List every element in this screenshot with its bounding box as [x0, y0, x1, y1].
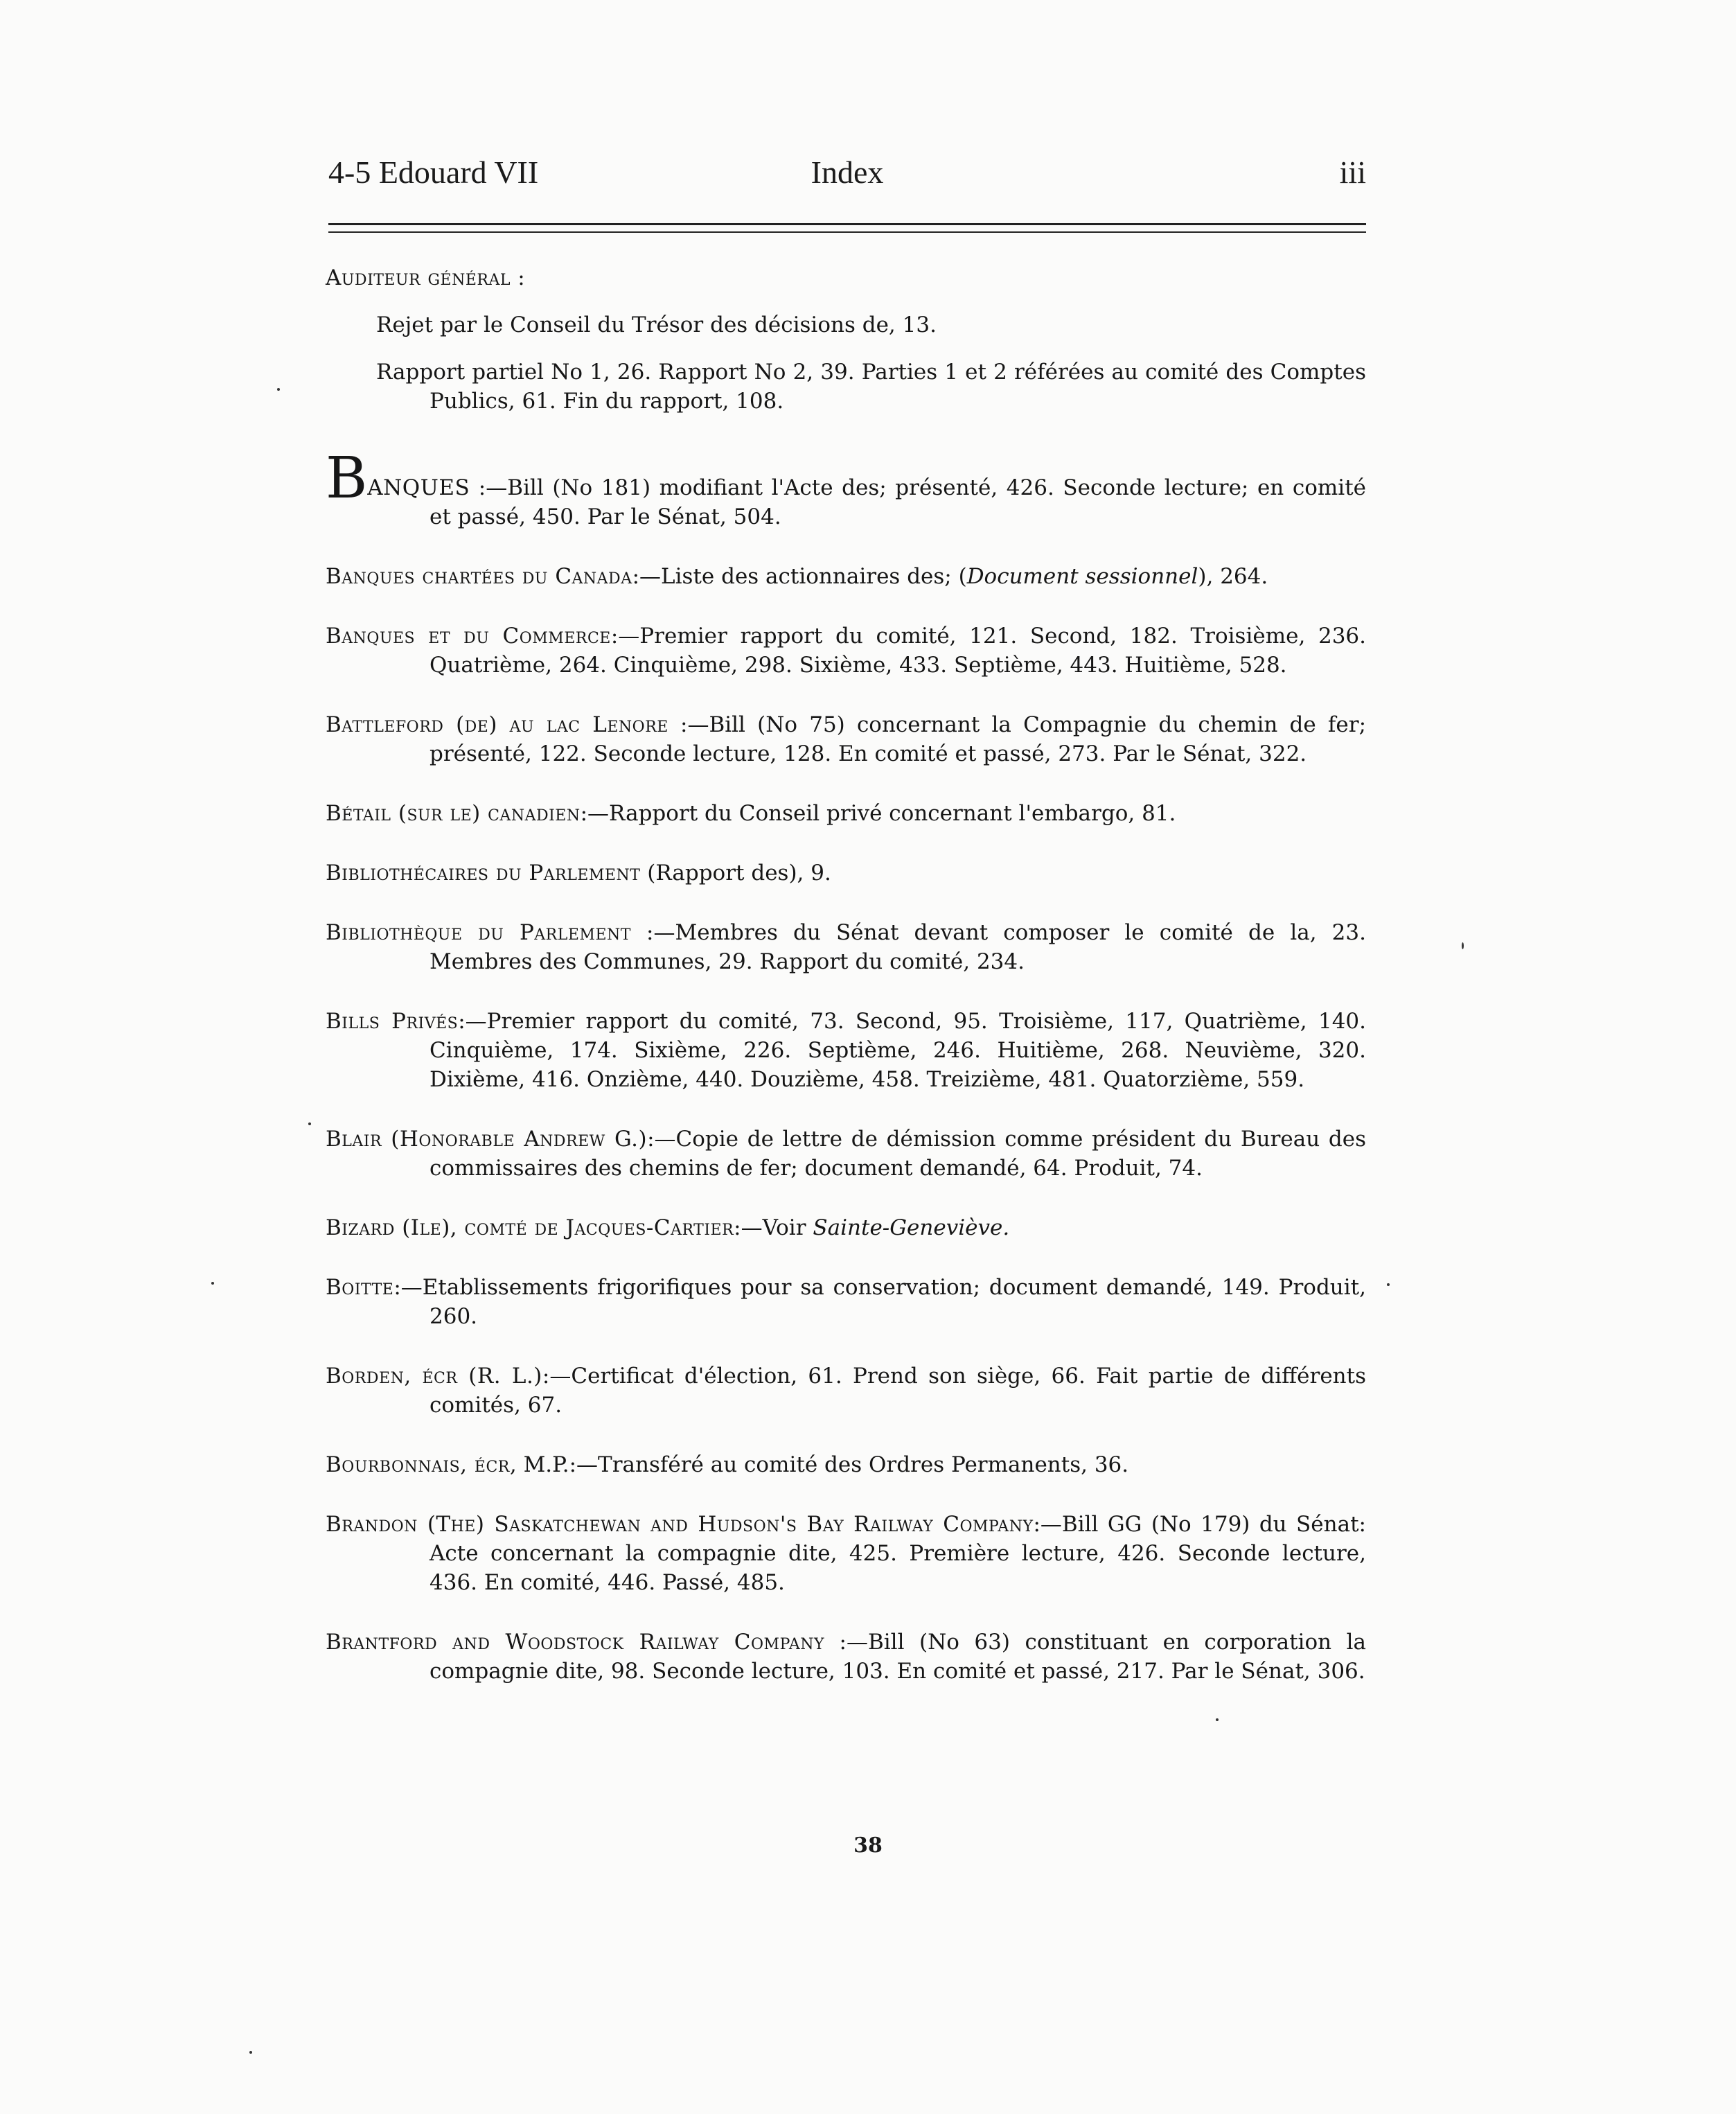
scan-speck [1387, 1283, 1390, 1286]
entry-keyword: Bourbonnais, écr [326, 1452, 510, 1477]
entry-bourbonnais [326, 1450, 1366, 1479]
entry-bills-prives [326, 1007, 1366, 1094]
entry-text: :—Rapport du Conseil privé concernant l'embargo, 81. [580, 801, 1176, 826]
page-number: 38 [853, 1833, 883, 1858]
scan-speck [1216, 1718, 1219, 1721]
entry-keyword: Auditeur général : [326, 265, 526, 290]
entry-bibliotheque [326, 918, 1366, 976]
entry-keyword: Bizard (Ile), comté de Jacques-Cartier [326, 1215, 734, 1240]
entry-keyword: Banques et du Commerce [326, 624, 611, 649]
running-header [328, 154, 1366, 198]
entry-text: :—Bill (No 63) constituant en corporation la compagnie dite, 98. Seconde lecture, 103. En comité et passé, 217. Par le Sénat, 306. [429, 1630, 1366, 1684]
entry-text: :—Bill (No 75) concernant la Compagnie du chemin de fer; présenté, 122. Seconde lecture, 128. En comité et passé, 273. Par le Sénat, 322. [429, 712, 1367, 766]
entry-betail [326, 799, 1366, 828]
entry-keyword: ANQUES [367, 475, 470, 500]
entry-borden [326, 1362, 1366, 1420]
scan-speck [211, 1282, 214, 1285]
entry-text-end: ), 264. [1198, 564, 1268, 589]
entry-banques-chartees [326, 562, 1366, 591]
entry-brantford [326, 1628, 1366, 1686]
entry-italic-text: Sainte-Geneviève. [813, 1215, 1010, 1240]
header-left: 4-5 Edouard VII [328, 155, 539, 190]
entry-keyword: Boitte [326, 1275, 394, 1300]
entry-text: :—Membres du Sénat devant composer le comité de la, 23. Membres des Communes, 29. Rapport du comité, 234. [429, 920, 1366, 974]
entry-boitte [326, 1273, 1366, 1331]
entry-text: :—Copie de lettre de démission comme président du Bureau des commissaires des chemins de fer; document demandé, 64. Produit, 74. [429, 1127, 1367, 1181]
entry-italic-text: Document sessionnel [966, 564, 1198, 589]
entry-brandon [326, 1510, 1366, 1597]
entry-keyword: Brandon (The) Saskatchewan and Hudson's Bay Railway Company [326, 1512, 1034, 1537]
scan-speck [249, 2051, 252, 2054]
entry-bibliothecaires [326, 858, 1366, 888]
entry-blair [326, 1125, 1366, 1183]
entry-text: :—Liste des actionnaires des; ( [632, 564, 967, 589]
entry-text: :—Etablissements frigorifiques pour sa conservation; document demandé, 149. Produit, 260. [393, 1275, 1366, 1329]
entry-text: , M.P.:—Transféré au comité des Ordres Permanents, 36. [509, 1452, 1129, 1477]
header-rule-bottom [328, 231, 1366, 233]
entry-auditeur-heading [326, 263, 1366, 292]
entry-banques [326, 446, 1366, 531]
entry-keyword: Banques chartées du Canada [326, 564, 632, 589]
scan-speck [277, 388, 280, 391]
scan-speck [308, 1122, 311, 1125]
entry-auditeur-sub1: Rejet par le Conseil du Trésor des décisions de, 13. [376, 312, 937, 337]
entry-keyword: Battleford (de) au lac Lenore [326, 712, 668, 737]
entry-keyword: Brantford and Woodstock Railway Company [326, 1630, 825, 1655]
entry-keyword: Bibliothèque du Parlement [326, 920, 631, 945]
index-body [326, 263, 1366, 1686]
header-title: Index [811, 155, 884, 190]
entry-keyword: Borden, écr (R. L.) [326, 1364, 542, 1389]
entry-text: :—Bill (No 181) modifiant l'Acte des; présenté, 426. Seconde lecture; en comité et passé, 450. Par le Sénat, 504. [429, 475, 1366, 529]
drop-cap: B [326, 446, 368, 511]
entry-auditeur-sub2: Rapport partiel No 1, 26. Rapport No 2, 39. Parties 1 et 2 référées au comité des Comptes Publics, 61. Fin du rapport, 108. [376, 360, 1366, 414]
entry-text: (Rapport des), 9. [640, 861, 831, 886]
header-page-roman: iii [1339, 155, 1366, 190]
entry-banques-commerce [326, 622, 1366, 680]
entry-text: :—Premier rapport du comité, 73. Second, 95. Troisième, 117, Quatrième, 140. Cinquième, 174. Sixième, 226. Septième, 246. Huitième, 268. Neuvième, 320. Dixième, 416. Onzième, 440. Douzième, 458. Treizième, 481. Quatorzième, 559. [429, 1009, 1366, 1092]
scan-speck [1462, 942, 1464, 949]
entry-bizard [326, 1213, 1366, 1242]
entry-keyword: Bibliothécaires du Parlement [326, 861, 641, 886]
entry-text: :—Certificat d'élection, 61. Prend son siège, 66. Fait partie de différents comités, 67. [429, 1364, 1367, 1418]
entry-text: :—Voir [734, 1215, 813, 1240]
entry-keyword: Bétail (sur le) canadien [326, 801, 581, 826]
entry-text: :—Premier rapport du comité, 121. Second, 182. Troisième, 236. Quatrième, 264. Cinquième, 298. Sixième, 433. Septième, 443. Huitième, 528. [429, 624, 1366, 678]
entry-keyword: Bills Privés [326, 1009, 459, 1034]
header-rule-top [328, 223, 1366, 225]
entry-battleford [326, 710, 1366, 768]
entry-text: :—Bill GG (No 179) du Sénat: Acte concernant la compagnie dite, 425. Première lecture, 426. Seconde lecture, 436. En comité, 446. Passé, 485. [429, 1512, 1366, 1595]
entry-keyword: Blair (Honorable Andrew G.) [326, 1127, 648, 1152]
